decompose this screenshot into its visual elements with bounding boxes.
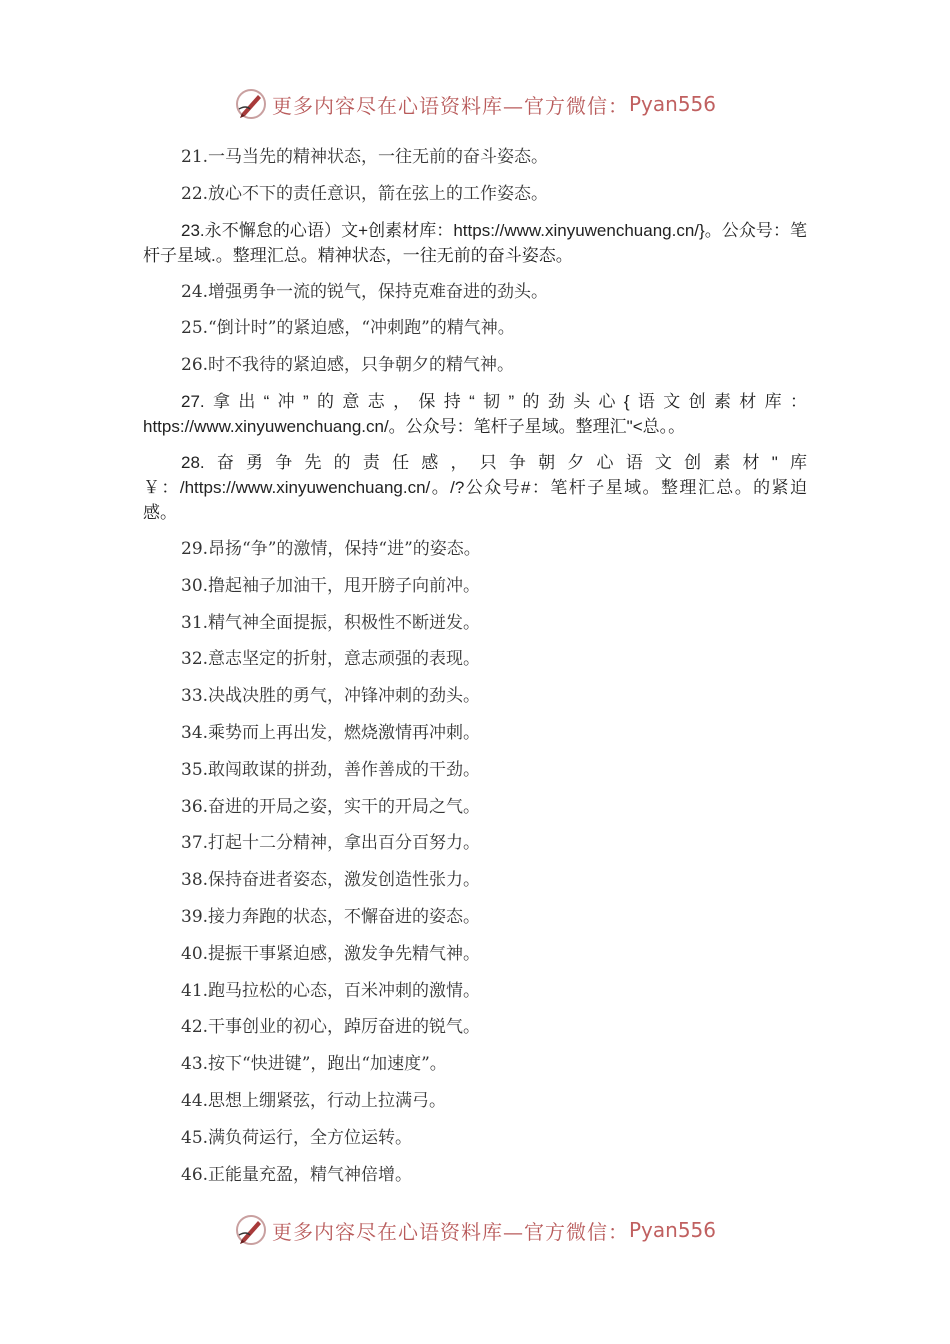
list-item: 43.按下“快进键”，跑出“加速度”。 (181, 1054, 447, 1075)
list-item: 42.干事创业的初心，踔厉奋进的锐气。 (181, 1017, 481, 1038)
list-item: 32.意志坚定的折射，意志顽强的表现。 (181, 649, 481, 670)
list-item: 40.提振干事紧迫感，激发争先精气神。 (181, 943, 481, 964)
list-item: 36.奋进的开局之姿，实干的开局之气。 (181, 796, 481, 817)
list-item: 26.时不我待的紧迫感，只争朝夕的精气神。 (181, 355, 515, 376)
list-item: 24.增强勇争一流的锐气，保持克难奋进的劲头。 (181, 281, 549, 302)
list-item: 39.接力奔跑的状态，不懈奋进的姿态。 (181, 906, 481, 927)
list-item: 38.保持奋进者姿态，激发创造性张力。 (181, 870, 481, 891)
list-item: 35.敢闯敢谋的拼劲，善作善成的干劲。 (181, 759, 481, 780)
list-item: 34.乘势而上再出发，燃烧激情再冲刺。 (181, 722, 481, 743)
list-item: 37.打起十二分精神，拿出百分百努力。 (181, 833, 481, 854)
list-item: 45.满负荷运行，全方位运转。 (181, 1127, 413, 1148)
pen-logo-icon (234, 1213, 268, 1247)
banner-wechat-id: Pyan556 (628, 92, 716, 116)
list-item: 27.拿出“冲”的意志，保持“韧”的劲头心{语文创素材库：https://www.xinyuwenchuang.cn/。公众号：笔杆子星域。整理汇"<总。。 (143, 391, 807, 436)
list-item: 30.撸起袖子加油干，甩开膀子向前冲。 (181, 575, 481, 596)
document-body (143, 144, 807, 1198)
banner-wechat-id: Pyan556 (628, 1218, 716, 1242)
list-item: 29.昂扬“争”的激情，保持“进”的姿态。 (181, 538, 481, 559)
banner-text: 更多内容尽在心语资料库—官方微信： (271, 1219, 629, 1244)
pen-logo-icon (234, 87, 268, 121)
list-item: 25.“倒计时”的紧迫感，“冲刺跑”的精气神。 (181, 318, 515, 339)
banner-text: 更多内容尽在心语资料库—官方微信： (271, 93, 629, 118)
list-item: 23.永不懈怠的心语）文+创素材库：https://www.xinyuwenchuang.cn/}。公众号：笔杆子星域.。整理汇总。精神状态，一往无前的奋斗姿态。 (143, 220, 807, 265)
list-item: 41.跑马拉松的心态，百米冲刺的激情。 (181, 980, 481, 1001)
list-item: 33.决战决胜的勇气，冲锋冲刺的劲头。 (181, 686, 481, 707)
list-item: 21.一马当先的精神状态，一往无前的奋斗姿态。 (181, 147, 549, 167)
footer-banner (0, 1210, 950, 1250)
list-item: 31.精气神全面提振，积极性不断迸发。 (181, 612, 481, 633)
list-item: 22.放心不下的责任意识，箭在弦上的工作姿态。 (181, 183, 549, 204)
list-item: 28.奋勇争先的责任感，只争朝夕心语文创素材"库￥：/https://www.xinyuwenchuang.cn/。/?公众号#：笔杆子星域。整理汇总。的紧迫感。 (143, 452, 807, 522)
list-item: 44.思想上绷紧弦，行动上拉满弓。 (181, 1090, 447, 1111)
list-item: 46.正能量充盈，精气神倍增。 (181, 1164, 413, 1185)
header-banner (0, 84, 950, 124)
